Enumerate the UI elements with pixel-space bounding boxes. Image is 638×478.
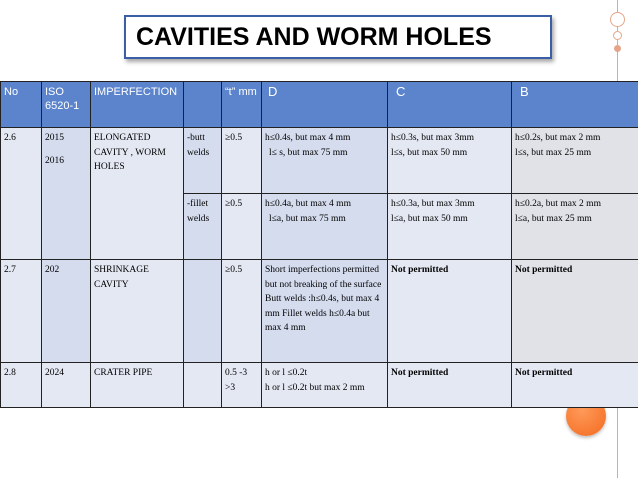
cell-no: 2.7 <box>1 260 42 363</box>
cell-b <box>512 128 638 194</box>
cell-c: Not permitted <box>388 260 512 363</box>
header-imperfection: IMPERFECTION <box>91 82 184 128</box>
table-header-row <box>1 82 638 128</box>
cell-d-line2: l≤ s, but max 75 mm <box>269 147 348 158</box>
cell-t <box>222 363 262 408</box>
decor-circle-outline-small <box>613 31 622 40</box>
cell-imperfection: ELONGATED CAVITY , WORM HOLES <box>91 128 184 260</box>
header-d: D <box>262 82 388 128</box>
cell-d-line2: h or l ≤0.2t but max 2 mm <box>265 382 365 393</box>
cell-c-line2: l≤s, but max 50 mm <box>391 147 468 158</box>
cell-b <box>512 194 638 260</box>
header-c: C <box>388 82 512 128</box>
cell-iso: 202 <box>42 260 91 363</box>
cell-c <box>388 128 512 194</box>
cell-t-line2: >3 <box>225 382 236 393</box>
cell-imperfection: CRATER PIPE <box>91 363 184 408</box>
cell-sub: -fillet welds <box>184 194 222 260</box>
cell-sub: -butt welds <box>184 128 222 194</box>
cell-b-line1: h≤0.2s, but max 2 mm <box>515 133 601 143</box>
cell-t: ≥0.5 <box>222 260 262 363</box>
cell-c-line1: h≤0.3s, but max 3mm <box>391 133 475 143</box>
table-row <box>1 260 638 363</box>
header-b: B <box>512 82 638 128</box>
cell-d-line1: h≤0.4s, but max 4 mm <box>265 133 351 143</box>
header-no: No <box>1 82 42 128</box>
cell-d-line1: h or l ≤0.2t <box>265 368 308 378</box>
cell-d: Short imperfections permitted but not breaking of the surface Butt welds :h≤0.4s, but max 4 mm Fillet welds h≤0.4a but max 4 mm <box>262 260 388 363</box>
decor-circle-outline-large <box>610 12 625 27</box>
table-row <box>1 128 638 194</box>
cell-t: ≥0.5 <box>222 194 262 260</box>
cell-sub <box>184 363 222 408</box>
cell-b-line2: l≤a, but max 25 mm <box>515 213 592 224</box>
cell-b: Not permitted <box>512 260 638 363</box>
cell-d-line2: l≤a, but max 75 mm <box>269 213 346 224</box>
cell-b-line2: l≤s, but max 25 mm <box>515 147 592 158</box>
cell-d-line1: h≤0.4a, but max 4 mm <box>265 199 351 209</box>
cell-iso-a: 2015 <box>45 133 64 143</box>
table-row <box>1 363 638 408</box>
cell-iso-b: 2016 <box>45 155 64 166</box>
cell-b: Not permitted <box>512 363 638 408</box>
cell-c-line1: h≤0.3a, but max 3mm <box>391 199 475 209</box>
slide-title: CAVITIES AND WORM HOLES <box>124 15 552 59</box>
cell-c-line2: l≤a, but max 50 mm <box>391 213 468 224</box>
imperfections-table <box>0 81 638 408</box>
cell-iso: 2024 <box>42 363 91 408</box>
cell-d <box>262 194 388 260</box>
cell-no: 2.8 <box>1 363 42 408</box>
cell-t-line1: 0.5 -3 <box>225 368 248 378</box>
cell-t: ≥0.5 <box>222 128 262 194</box>
header-t: “t” mm <box>222 82 262 128</box>
cell-d <box>262 363 388 408</box>
cell-c: Not permitted <box>388 363 512 408</box>
cell-imperfection: SHRINKAGE CAVITY <box>91 260 184 363</box>
header-sub <box>184 82 222 128</box>
cell-sub <box>184 260 222 363</box>
cell-c <box>388 194 512 260</box>
cell-iso <box>42 128 91 260</box>
cell-b-line1: h≤0.2a, but max 2 mm <box>515 199 601 209</box>
cell-d <box>262 128 388 194</box>
header-iso: ISO 6520-1 <box>42 82 91 128</box>
decor-circle-filled-small <box>614 45 621 52</box>
cell-no: 2.6 <box>1 128 42 260</box>
